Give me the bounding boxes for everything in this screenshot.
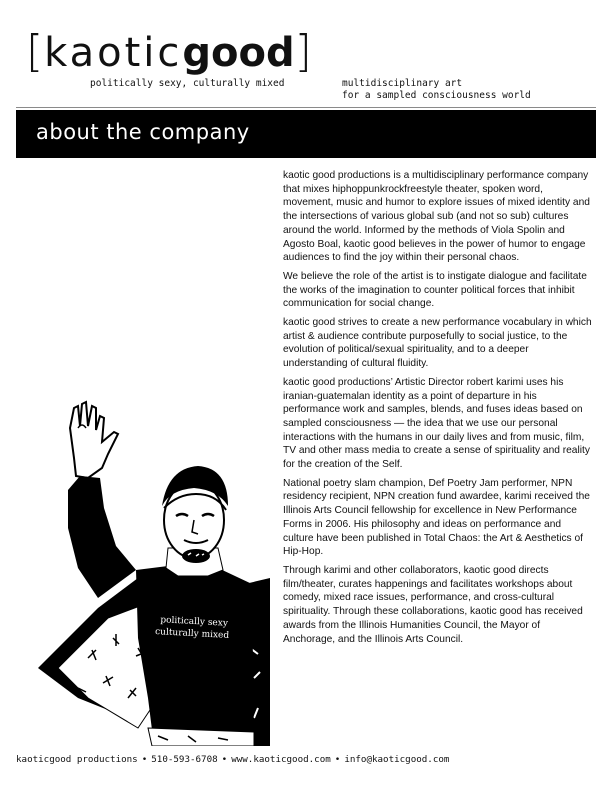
shirt bbox=[136, 566, 254, 746]
shirt-text-line-1: politically sexy bbox=[160, 615, 229, 629]
footer-website[interactable]: www.kaoticgood.com bbox=[231, 754, 331, 765]
footer-separator: • bbox=[221, 754, 228, 765]
section-header-bar bbox=[16, 110, 596, 158]
tagline-right bbox=[342, 78, 531, 102]
logo-good: good bbox=[182, 30, 295, 76]
footer-phone[interactable]: 510-593-6708 bbox=[151, 754, 218, 765]
paragraph-role-of-artist: We believe the role of the artist is to instigate dialogue and facilitate the works of the imagination to counter political forces that inhibit communication for social change. bbox=[283, 270, 587, 310]
paragraph-awards-karimi: National poetry slam champion, Def Poetry Jam performer, NPN residency recipient, NPN creation fund awardee, karimi received the Illinois Arts Council fellowship for excellence in New Performance Forms in 2006. His philosophy and ideas on performance and culture have been published in Total Chaos: the Art & Aesthetics of Hip-Hop. bbox=[283, 477, 590, 558]
logo bbox=[26, 26, 313, 77]
body-text bbox=[283, 169, 593, 651]
tagline-right-line-2: for a sampled consciousness world bbox=[342, 90, 531, 101]
section-title: about the company bbox=[36, 120, 250, 144]
paragraph-intro: kaotic good productions is a multidisciplinary performance company that mixes hiphoppunkrockfreestyle theater, spoken word, movement, music and humor to explore issues of mixed identity and the intersections of various global sub (and not so sub) cultures around the world. Informed by the methods of Viola Spolin and Agosto Boal, kaotic good believes in the power of humor to engage audiences to find the joy within their personal chaos. bbox=[283, 170, 590, 264]
performer-photo bbox=[18, 398, 270, 746]
tagline: politically sexy, culturally mixed bbox=[90, 78, 285, 89]
footer-email[interactable]: info@kaoticgood.com bbox=[344, 754, 450, 765]
paragraph-vocabulary: kaotic good strives to create a new performance vocabulary in which artist & audience contribute purposefully to social justice, to the evolution of political/sexual spirituality, and to a deeper understanding of cultural fluidity. bbox=[283, 317, 592, 370]
raised-hand bbox=[70, 402, 118, 478]
shirt-text-line-2: culturally mixed bbox=[154, 627, 230, 641]
logo-open-bracket: [ bbox=[26, 26, 45, 77]
header-rule bbox=[16, 107, 596, 108]
logo-close-bracket: ] bbox=[294, 26, 313, 77]
paragraph-artistic-director: kaotic good productions’ Artistic Director robert karimi uses his iranian-guatemalan identity as a point of departure in his performance work and samples, blends, and fuses ideas based on sampled consciousness — the idea that we use our personal interactions with the humans in our daily lives and from music, film, TV and other mass media to create a sense of spirituality and reality for the creation of the Self. bbox=[283, 376, 590, 471]
footer-separator: • bbox=[141, 754, 148, 765]
footer-company: kaoticgood productions bbox=[16, 754, 138, 765]
tagline-right-line-1: multidisciplinary art bbox=[342, 78, 463, 89]
footer bbox=[16, 754, 449, 765]
raised-arm bbox=[68, 476, 136, 598]
paragraph-collaborations: Through karimi and other collaborators, kaotic good directs film/theater, curates happenings and facilitates workshops about comedy, mixed race issues, performance, and cross-cultural spirituality. Through these collaborations, kaotic good has received awards from the Illinois Humanities Council, the Mayor of Anchorage, and the Illinois Arts Council. bbox=[283, 564, 583, 645]
logo-kaotic: kaotic bbox=[44, 30, 183, 76]
footer-separator: • bbox=[334, 754, 341, 765]
